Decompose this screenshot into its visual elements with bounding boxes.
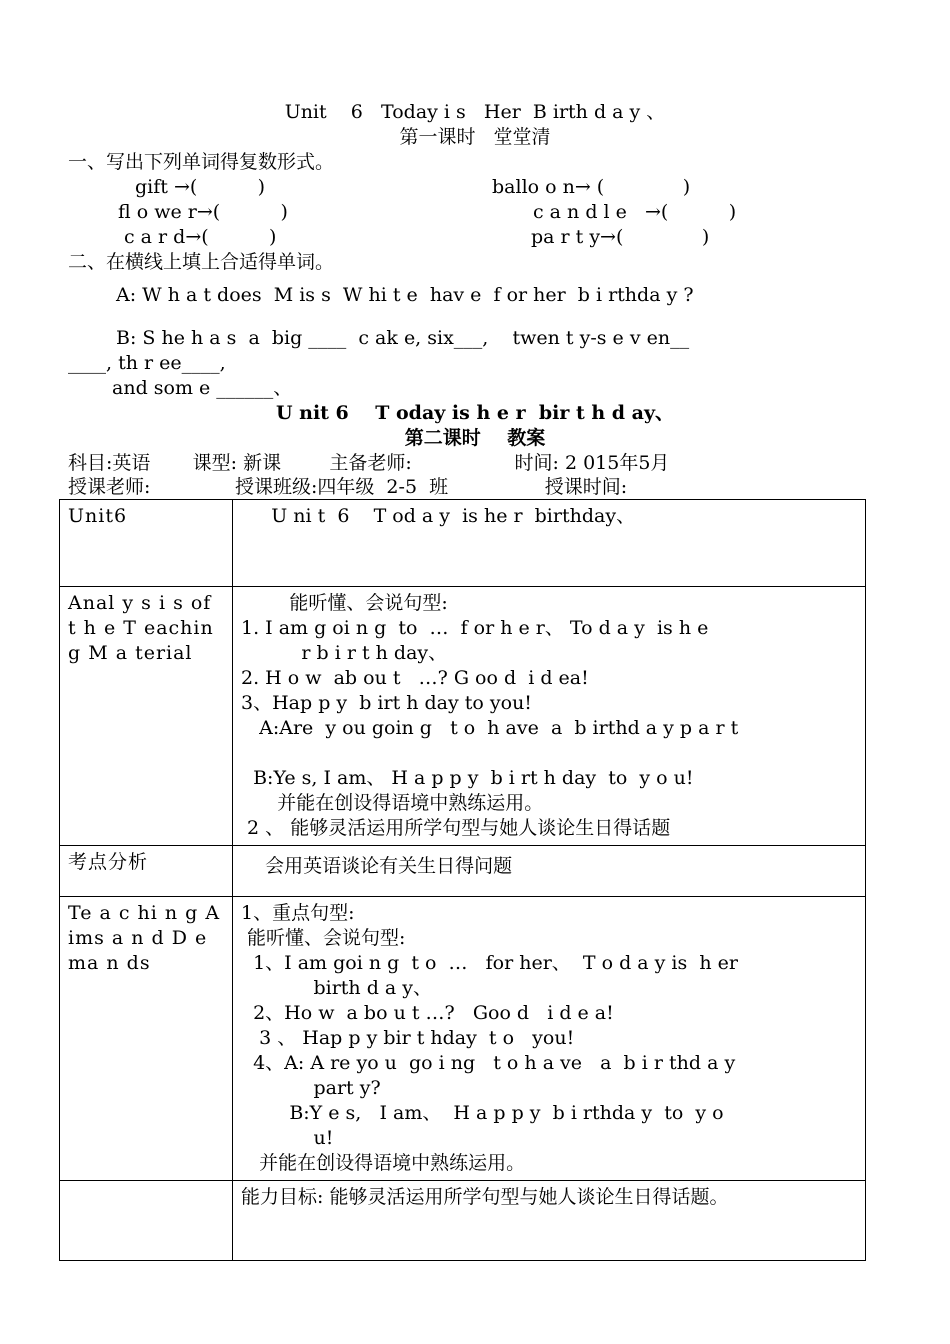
- table-row: [60, 846, 866, 897]
- plan-title: U nit 6 T oday is h e r bir t h d ay、: [275, 402, 675, 424]
- word-party: pa r t y→( ): [531, 226, 710, 248]
- aims-line: 能听懂、会说句型:: [241, 927, 406, 949]
- row-label-ability: [60, 1181, 233, 1261]
- aims-line: birth d a y、: [241, 977, 433, 999]
- dialogue-a: A: W h a t does M is s W hi t e hav e f or her b i rthda y ?: [116, 284, 694, 306]
- analysis-line: 能听懂、会说句型:: [241, 592, 448, 614]
- dialogue-b-line3: and som e ______、: [112, 377, 293, 399]
- section1-heading: 一、写出下列单词得复数形式。: [68, 151, 335, 173]
- row-content-unit: U ni t 6 T od a y is he r birthday、: [233, 500, 866, 587]
- table-row: [60, 1181, 866, 1261]
- word-balloon: ballo o n→ ( ): [492, 176, 691, 198]
- row-label-key-points: 考点分析: [60, 846, 233, 897]
- row-content-aims: [233, 897, 866, 1181]
- table-row: [60, 897, 866, 1181]
- meta-row1: 科目:英语 课型: 新课 主备老师: 时间: 2 015年5月: [68, 452, 670, 474]
- aims-line: 并能在创设得语境中熟练运用。: [241, 1152, 526, 1174]
- lesson-plan-table: [59, 499, 866, 1261]
- analysis-line: 2. H o w ab ou t …? G oo d i d ea!: [241, 667, 589, 689]
- analysis-line: A:Are y ou goin g t o h ave a b irthd a y p a r t: [241, 717, 739, 739]
- analysis-line: B:Ye s, I am、 H a p p y b i rt h day to y o u!: [241, 767, 694, 789]
- row-content-key-points: 会用英语谈论有关生日得问题: [233, 846, 866, 897]
- aims-line: 2、Ho w a bo u t …? Goo d i d e a!: [241, 1002, 614, 1024]
- unit-title: Unit 6 Today i s Her B irth d a y 、: [284, 101, 666, 123]
- aims-line: 1、I am goi n g t o … for her、 T o d a y is h er: [241, 952, 738, 974]
- dialogue-b-line2: ____, th r ee____,: [68, 352, 226, 374]
- aims-line: 1、重点句型:: [241, 902, 355, 924]
- row-label-unit: Unit6: [60, 500, 233, 587]
- table-row: [60, 587, 866, 846]
- analysis-line: 2 、 能够灵活运用所学句型与她人谈论生日得话题: [241, 817, 671, 839]
- word-gift: gift →( ): [135, 176, 266, 198]
- analysis-line: 3、Hap p y b irt h day to you!: [241, 692, 532, 714]
- table-row: [60, 500, 866, 587]
- lesson-subtitle: 第一课时 堂堂清: [399, 126, 551, 148]
- aims-line: 4、A: A re yo u go i ng t o h a ve a b i r thd a y: [241, 1052, 736, 1074]
- row-label-aims: Te a c hi n g Aims a n d D ema n ds: [60, 897, 233, 1181]
- analysis-line: [241, 741, 857, 766]
- section2-heading: 二、在横线上填上合适得单词。: [68, 251, 335, 273]
- row-content-analysis: [233, 587, 866, 846]
- word-candle: c a n d l e →( ): [533, 201, 737, 223]
- dialogue-b-line1: B: S he h a s a big ____ c ak e, six___, twen t y-s e v en__: [116, 327, 690, 349]
- analysis-line: 并能在创设得语境中熟练运用。: [241, 792, 544, 814]
- meta-row2: 授课老师: 授课班级:四年级 2-5 班 授课时间:: [68, 476, 628, 498]
- analysis-line: r b i r t h day、: [241, 642, 448, 664]
- row-label-analysis: Anal y s i s of t h e T eaching M a terial: [60, 587, 233, 846]
- row-content-ability: 能力目标: 能够灵活运用所学句型与她人谈论生日得话题。: [233, 1181, 866, 1261]
- aims-line: part y?: [241, 1077, 381, 1099]
- aims-line: 3 、 Hap p y bir t hday t o you!: [241, 1027, 575, 1049]
- aims-line: B:Y e s, I am、 H a p p y b i rthda y to y o: [241, 1102, 724, 1124]
- aims-line: u!: [241, 1127, 334, 1149]
- plan-subtitle: 第二课时 教案: [404, 427, 546, 449]
- word-flower: fl o we r→( ): [118, 201, 288, 223]
- word-card: c a r d→( ): [124, 226, 277, 248]
- analysis-line: 1. I am g oi n g to … f or h e r、 To d a y is h e: [241, 617, 709, 639]
